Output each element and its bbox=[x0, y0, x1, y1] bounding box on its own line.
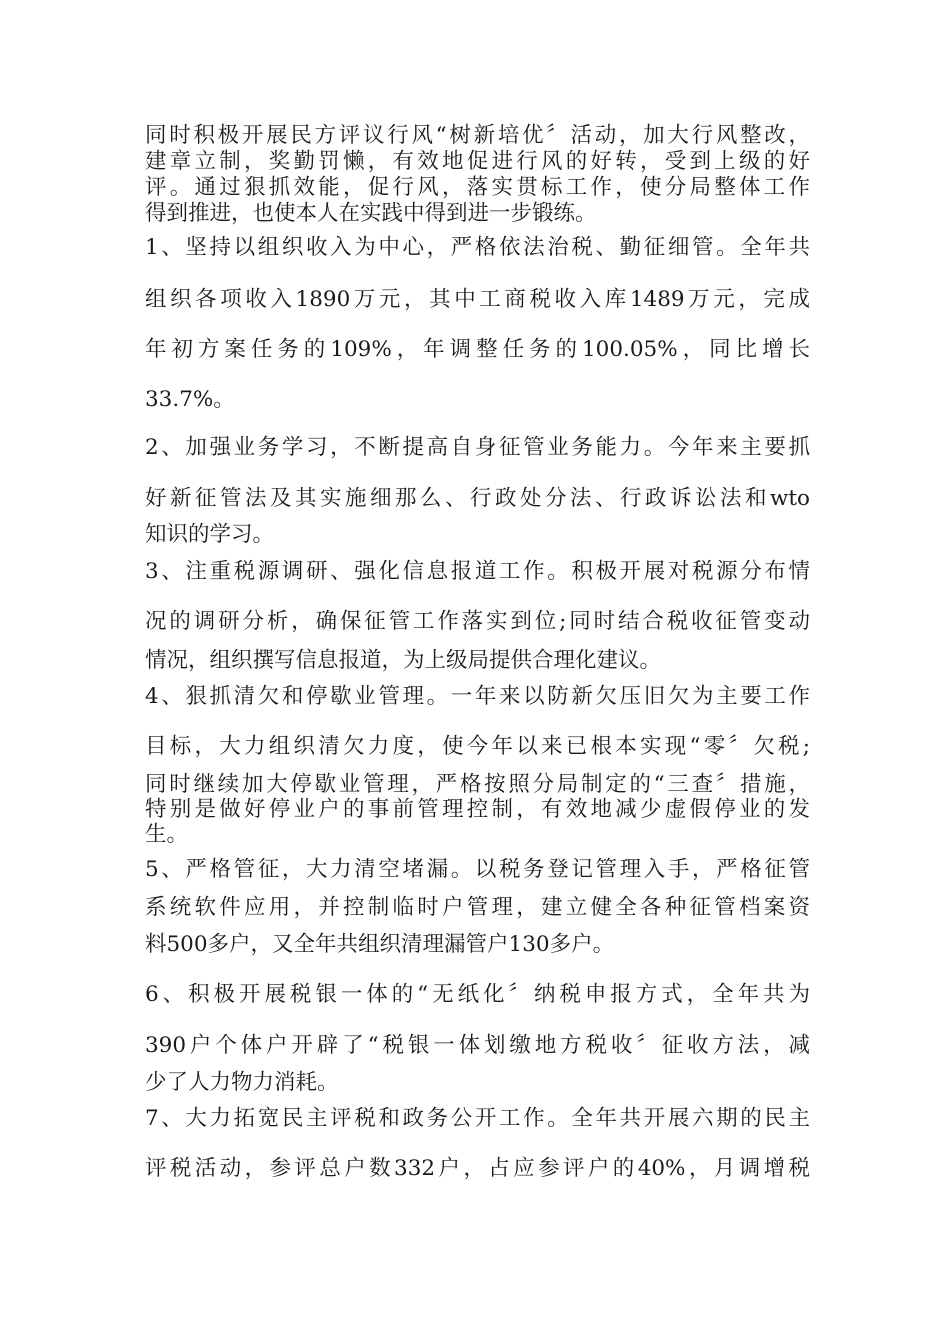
body-text-line: 知识的学习。 bbox=[145, 522, 275, 547]
body-text-line: 目标，大力组织清欠力度，使今年以来已根本实现“零〞欠税; bbox=[145, 734, 810, 759]
body-text-line: 评税活动，参评总户数332户，占应参评户的40%，月调增税 bbox=[145, 1156, 810, 1181]
body-text-line: 组织各项收入1890万元，其中工商税收入库1489万元，完成 bbox=[145, 287, 810, 312]
body-text-line: 5、严格管征，大力清空堵漏。以税务登记管理入手，严格征管 bbox=[145, 857, 810, 882]
body-text-line: 4、狠抓清欠和停歇业管理。一年来以防新欠压旧欠为主要工作 bbox=[145, 684, 810, 709]
body-text-line: 390户个体户开辟了“税银一体划缴地方税收〞征收方法，减 bbox=[145, 1033, 810, 1058]
body-text-line: 评。通过狠抓效能，促行风，落实贯标工作，使分局整体工作 bbox=[145, 175, 810, 200]
body-text-line: 少了人力物力消耗。 bbox=[145, 1070, 339, 1095]
body-text-line: 同时继续加大停歇业管理，严格按照分局制定的“三查〞措施， bbox=[145, 772, 810, 797]
body-text-line: 特别是做好停业户的事前管理控制，有效地减少虚假停业的发 bbox=[145, 797, 810, 822]
body-text-line: 3、注重税源调研、强化信息报道工作。积极开展对税源分布情 bbox=[145, 559, 810, 584]
body-text-line: 好新征管法及其实施细那么、行政处分法、行政诉讼法和wto bbox=[145, 486, 810, 511]
body-text-line: 料500多户，又全年共组织清理漏管户130多户。 bbox=[145, 932, 615, 957]
body-text-line: 得到推进，也使本人在实践中得到进一步锻练。 bbox=[145, 201, 597, 226]
body-text-line: 系统软件应用，并控制临时户管理，建立健全各种征管档案资 bbox=[145, 895, 810, 920]
body-text-line: 况的调研分析，确保征管工作落实到位;同时结合税收征管变动 bbox=[145, 609, 810, 634]
body-text-line: 同时积极开展民方评议行风“树新培优〞活动，加大行风整改， bbox=[145, 123, 810, 148]
body-text-line: 33.7%。 bbox=[145, 387, 235, 412]
body-text-line: 6、积极开展税银一体的“无纸化〞纳税申报方式，全年共为 bbox=[145, 982, 810, 1007]
body-text-line: 2、加强业务学习，不断提高自身征管业务能力。今年来主要抓 bbox=[145, 435, 810, 460]
body-text-line: 7、大力拓宽民主评税和政务公开工作。全年共开展六期的民主 bbox=[145, 1106, 810, 1131]
body-text-line: 情况，组织撰写信息报道，为上级局提供合理化建议。 bbox=[145, 648, 662, 673]
body-text-line: 生。 bbox=[145, 822, 189, 847]
body-text-line: 建章立制，奖勤罚懒，有效地促进行风的好转，受到上级的好 bbox=[145, 149, 810, 174]
body-text-line: 年初方案任务的109%，年调整任务的100.05%，同比增长 bbox=[145, 337, 810, 362]
body-text-line: 1、坚持以组织收入为中心，严格依法治税、勤征细管。全年共 bbox=[145, 235, 810, 260]
